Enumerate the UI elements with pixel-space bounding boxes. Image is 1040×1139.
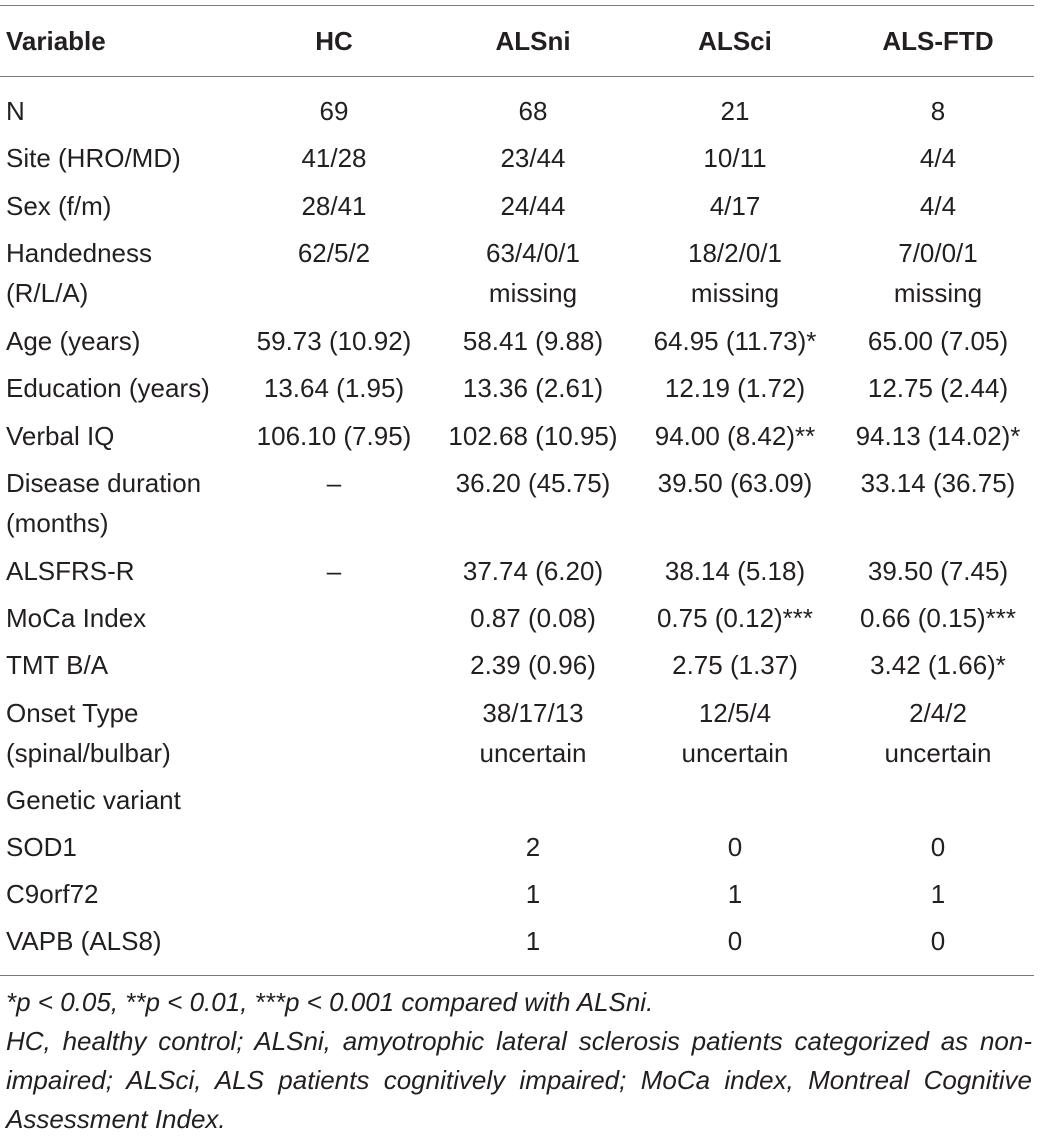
cell-hc: [236, 463, 432, 503]
cell-alsci-line: 12/5/4: [698, 698, 772, 728]
cell-alsftd-line: 0: [930, 926, 946, 956]
cell-alsci-line: 12.19 (1.72): [664, 373, 806, 403]
cell-hc-line: 59.73 (10.92): [256, 326, 412, 356]
header-alsftd: ALS-FTD: [882, 26, 994, 56]
cell-alsftd-line: 4/4: [919, 191, 957, 221]
row-label: [6, 463, 236, 543]
cell-alsci: [634, 598, 836, 638]
row-label: [6, 138, 236, 178]
row-label: [6, 780, 236, 820]
cell-hc-line: 106.10 (7.95): [256, 421, 412, 451]
row-label: [6, 233, 236, 313]
cell-alsftd-line: 4/4: [919, 143, 957, 173]
cell-alsftd: [836, 693, 1040, 773]
cell-alsci: [634, 91, 836, 131]
row-label: [6, 416, 236, 456]
cell-alsni-line: 1: [525, 926, 541, 956]
cell-alsni-line: 68: [518, 96, 548, 126]
table-footnotes: [6, 983, 1032, 1139]
cell-hc: [236, 321, 432, 361]
row-label: [6, 368, 236, 408]
cell-alsci-line: 38.14 (5.18): [664, 556, 806, 586]
cell-hc-line: 62/5/2: [297, 238, 371, 268]
cell-alsftd-line: 2/4/2: [909, 698, 967, 728]
table-top-rule: [0, 5, 1034, 6]
cell-hc: [236, 416, 432, 456]
row-label-line: Onset Type: [6, 698, 139, 728]
cell-alsci-line-2: missing: [690, 278, 780, 308]
cell-alsni: [432, 416, 634, 456]
cell-alsni-line: 1: [525, 879, 541, 909]
cell-alsftd-line: 0.66 (0.15)***: [859, 603, 1017, 633]
cell-alsftd: [836, 186, 1040, 226]
table-header-rule: [0, 76, 1034, 77]
cell-alsci-line: 94.00 (8.42)**: [654, 421, 816, 451]
cell-alsni-line: 102.68 (10.95): [448, 421, 618, 451]
cell-alsftd: [836, 321, 1040, 361]
row-label-line: ALSFRS-R: [6, 556, 135, 586]
cell-alsci: [634, 645, 836, 685]
cell-alsftd: [836, 416, 1040, 456]
cell-alsci: [634, 827, 836, 867]
cell-alsci: [634, 416, 836, 456]
row-label-line: VAPB (ALS8): [6, 926, 162, 956]
cell-alsni-line: 0.87 (0.08): [470, 603, 596, 633]
cell-alsci: [634, 921, 836, 961]
cell-alsftd-line: 39.50 (7.45): [867, 556, 1009, 586]
row-label: [6, 645, 236, 685]
cell-hc: [236, 91, 432, 131]
cell-alsftd: [836, 551, 1040, 591]
cell-alsci-line: 18/2/0/1: [688, 238, 782, 268]
row-label-line: Genetic variant: [6, 785, 181, 815]
footnote-significance: *p < 0.05, **p < 0.01, ***p < 0.001 compared with ALSni.: [6, 987, 654, 1017]
cell-alsni-line: 63/4/0/1: [486, 238, 580, 268]
cell-hc-line: 28/41: [301, 191, 367, 221]
row-label-line-2: (spinal/bulbar): [6, 738, 171, 768]
cell-alsni-line: 36.20 (45.75): [455, 468, 611, 498]
row-label-line: Site (HRO/MD): [6, 143, 181, 173]
cell-alsftd-line-2: missing: [893, 278, 983, 308]
row-label-line: Verbal IQ: [6, 421, 115, 451]
cell-hc: [236, 138, 432, 178]
header-variable: Variable: [6, 26, 106, 56]
cell-alsftd: [836, 138, 1040, 178]
cell-alsni-line: 2.39 (0.96): [470, 650, 596, 680]
cell-alsci-line: 2.75 (1.37): [672, 650, 798, 680]
cell-alsftd: [836, 368, 1040, 408]
row-label: [6, 693, 236, 773]
cell-alsci: [634, 186, 836, 226]
cell-hc-line: –: [326, 556, 342, 586]
cell-alsni: [432, 91, 634, 131]
cell-alsni-line: 37.74 (6.20): [462, 556, 604, 586]
cell-alsni: [432, 321, 634, 361]
row-label: [6, 921, 236, 961]
row-label-line: Sex (f/m): [6, 191, 112, 221]
cell-alsni: [432, 921, 634, 961]
cell-alsni-line: 23/44: [500, 143, 566, 173]
cell-alsftd: [836, 921, 1040, 961]
cell-alsni: [432, 138, 634, 178]
cell-alsci-line: 10/11: [703, 143, 767, 173]
cell-alsftd-line: 1: [930, 879, 946, 909]
cell-hc: [236, 233, 432, 273]
cell-alsci-line: 64.95 (11.73)*: [653, 326, 817, 356]
cell-alsftd-line: 0: [930, 832, 946, 862]
cell-alsni: [432, 693, 634, 773]
row-label-line: MoCa Index: [6, 603, 147, 633]
row-label-line: N: [6, 96, 25, 126]
row-label-line: C9orf72: [6, 879, 99, 909]
cell-alsci: [634, 463, 836, 503]
cell-alsni: [432, 463, 634, 503]
cell-alsci-line: 21: [720, 96, 750, 126]
cell-alsni: [432, 551, 634, 591]
cell-alsci: [634, 321, 836, 361]
cell-alsci: [634, 233, 836, 313]
cell-alsci-line-2: uncertain: [681, 738, 789, 768]
cell-alsni-line: 2: [525, 832, 541, 862]
cell-alsni-line: 24/44: [500, 191, 566, 221]
cell-alsftd: [836, 598, 1040, 638]
cell-alsni: [432, 368, 634, 408]
row-label: [6, 598, 236, 638]
row-label: [6, 551, 236, 591]
cell-alsci: [634, 874, 836, 914]
cell-alsftd: [836, 827, 1040, 867]
row-label-line-2: (R/L/A): [6, 278, 89, 308]
row-label-line: Disease duration: [6, 468, 202, 498]
cell-alsci-line: 1: [727, 879, 743, 909]
row-label-line: SOD1: [6, 832, 77, 862]
cell-alsci: [634, 368, 836, 408]
cell-alsftd: [836, 645, 1040, 685]
row-label: [6, 91, 236, 131]
row-label: [6, 321, 236, 361]
cell-alsftd-line-2: uncertain: [884, 738, 992, 768]
footnote-abbreviations: HC, healthy control; ALSni, amyotrophic lateral sclerosis patients categorized as non-impaired; ALSci, ALS patients cognitively impaired; MoCa index, Montreal Cognitive Assessment Index.: [6, 1026, 1032, 1134]
cell-alsni: [432, 874, 634, 914]
cell-hc-line: –: [326, 468, 342, 498]
cell-alsni-line-2: missing: [488, 278, 578, 308]
cell-alsni: [432, 827, 634, 867]
row-label-line: Age (years): [6, 326, 141, 356]
cell-alsci-line: 0.75 (0.12)***: [656, 603, 814, 633]
cell-hc: [236, 551, 432, 591]
row-label-line: TMT B/A: [6, 650, 109, 680]
cell-alsftd: [836, 233, 1040, 313]
cell-alsci-line: 0: [727, 926, 743, 956]
table-bottom-rule: [0, 975, 1034, 976]
cell-alsftd-line: 65.00 (7.05): [867, 326, 1009, 356]
cell-hc: [236, 368, 432, 408]
cell-alsftd-line: 94.13 (14.02)*: [855, 421, 1021, 451]
header-hc: HC: [315, 26, 353, 56]
header-alsni: ALSni: [495, 26, 571, 56]
cell-alsni: [432, 645, 634, 685]
cell-alsni-line: 13.36 (2.61): [462, 373, 604, 403]
cell-alsftd: [836, 91, 1040, 131]
cell-alsni: [432, 598, 634, 638]
row-label: [6, 186, 236, 226]
row-label: [6, 874, 236, 914]
cell-alsci-line: 39.50 (63.09): [657, 468, 813, 498]
cell-alsci: [634, 551, 836, 591]
cell-alsni-line: 58.41 (9.88): [462, 326, 604, 356]
cell-alsftd-line: 3.42 (1.66)*: [870, 650, 1006, 680]
cell-alsci-line: 4/17: [709, 191, 761, 221]
cell-alsni-line-2: uncertain: [479, 738, 587, 768]
cell-hc: [236, 186, 432, 226]
cell-alsftd-line: 8: [930, 96, 946, 126]
row-label-line: Education (years): [6, 373, 210, 403]
cell-hc-line: 13.64 (1.95): [263, 373, 405, 403]
cell-alsftd: [836, 463, 1040, 503]
cell-alsftd-line: 33.14 (36.75): [860, 468, 1016, 498]
row-label-line-2: (months): [6, 508, 109, 538]
cell-alsftd-line: 12.75 (2.44): [867, 373, 1009, 403]
cell-hc-line: 41/28: [301, 143, 367, 173]
row-label-line: Handedness: [6, 238, 152, 268]
cell-hc-line: 69: [319, 96, 349, 126]
cell-alsci-line: 0: [727, 832, 743, 862]
row-label: [6, 827, 236, 867]
cell-alsci: [634, 693, 836, 773]
cell-alsci: [634, 138, 836, 178]
cell-alsftd: [836, 874, 1040, 914]
cell-alsni: [432, 186, 634, 226]
cell-alsni: [432, 233, 634, 313]
cell-alsni-line: 38/17/13: [482, 698, 584, 728]
cell-alsftd-line: 7/0/0/1: [898, 238, 978, 268]
header-alsci: ALSci: [698, 26, 772, 56]
